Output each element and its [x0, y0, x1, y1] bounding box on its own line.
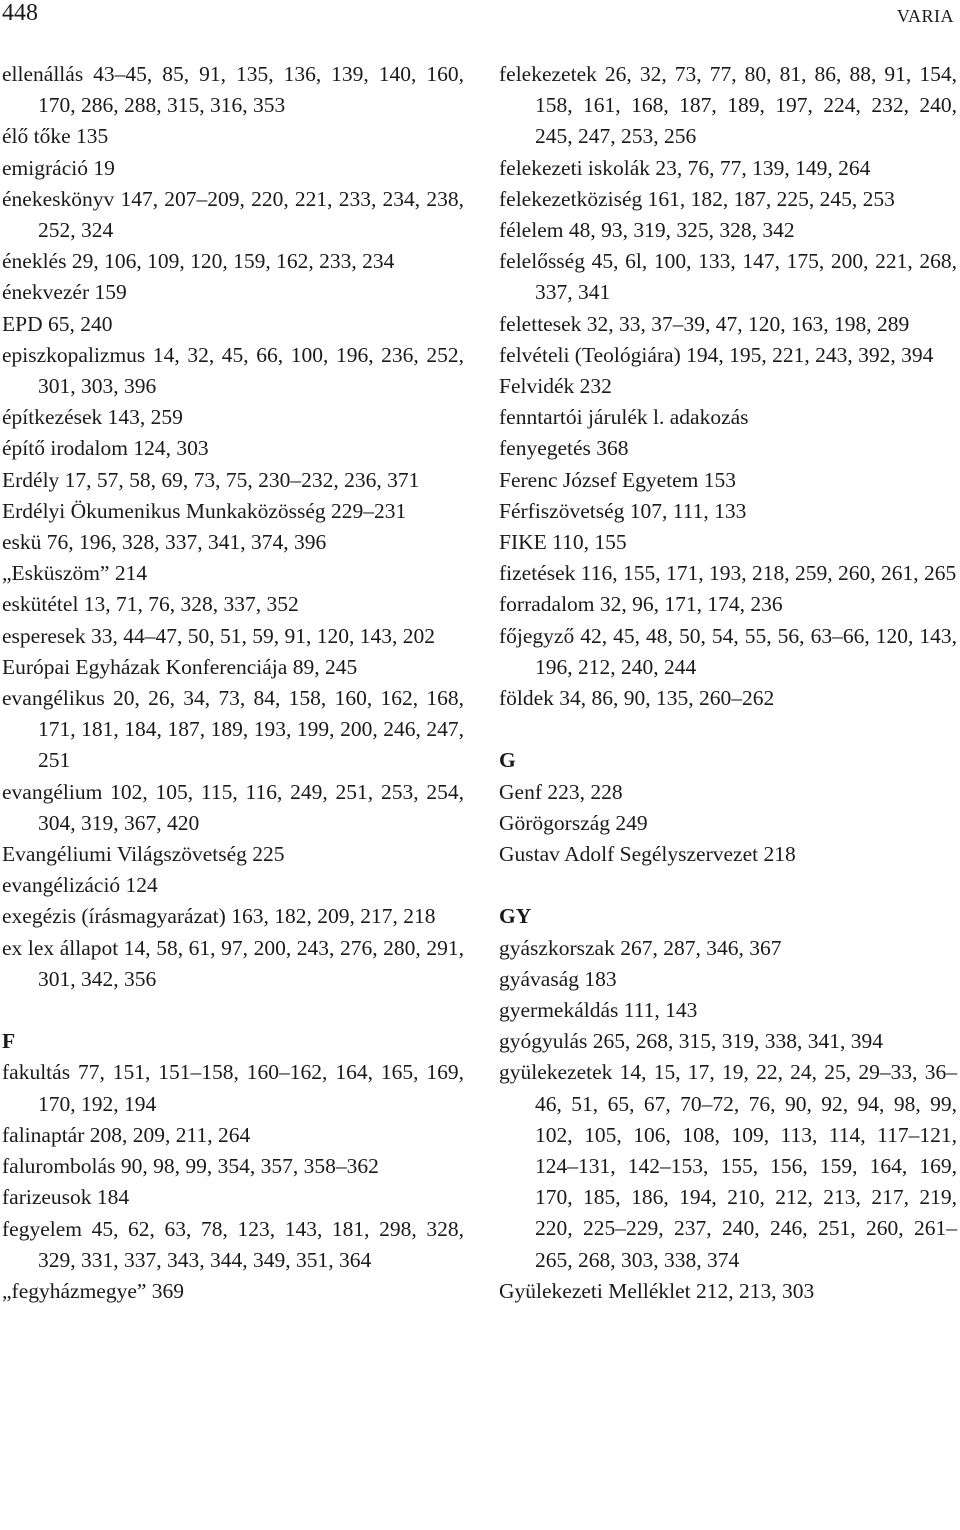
index-entry: énekeskönyv 147, 207–209, 220, 221, 233, 234, 238, 252, 324: [2, 186, 464, 243]
index-entry: felettesek 32, 33, 37–39, 47, 120, 163, 198, 289: [499, 311, 910, 336]
index-group-f: [2, 1057, 464, 1307]
index-entry: esperesek 33, 44–47, 50, 51, 59, 91, 120, 143, 202: [2, 623, 435, 648]
index-entry: felelősség 45, 6l, 100, 133, 147, 175, 200, 221, 268, 337, 341: [499, 249, 957, 305]
index-entry: evangélizáció 124: [2, 873, 158, 898]
index-entry: fenyegetés 368: [499, 436, 629, 461]
index-entry: exegézis (írásmagyarázat) 163, 182, 209, 217, 218: [2, 904, 436, 929]
index-entry: Erdélyi Ökumenikus Munkaközösség 229–231: [2, 498, 407, 523]
index-entry: fenntartói járulék l. adakozás: [499, 405, 749, 430]
index-entry: Gyülekezeti Melléklet 212, 213, 303: [499, 1278, 815, 1303]
index-entry: gyülekezetek 14, 15, 17, 19, 22, 24, 25, 29–33, 36–46, 51, 65, 67, 70–72, 76, 90, 92, 94, 98, 99, 102, 105, 106, 108, 109, 113, 114, 117–121, 124–131, 142–153, 155, 156, 159, 164, 169, 170, 185, 186, 194, 210, 212, 213, 217, 219, 220, 225–229, 237, 240, 246, 251, 260, 261–265, 268, 303, 338, 374: [499, 1060, 957, 1272]
section-letter-gy: GY: [499, 904, 532, 929]
index-entry: Felvidék 232: [499, 374, 612, 399]
index-entry: gyávaság 183: [499, 966, 617, 991]
index-entry: élő tőke 135: [2, 124, 109, 149]
index-entry: éneklés 29, 106, 109, 120, 159, 162, 233, 234: [2, 249, 395, 274]
index-entry: ellenállás 43–45, 85, 91, 135, 136, 139, 140, 160, 170, 286, 288, 315, 316, 353: [2, 62, 464, 118]
index-entry: Görögország 249: [499, 810, 648, 835]
index-entry: földek 34, 86, 90, 135, 260–262: [499, 686, 775, 711]
index-entry: Férfiszövetség 107, 111, 133: [499, 498, 747, 523]
index-entry: forradalom 32, 96, 171, 174, 236: [499, 592, 783, 617]
index-entry: fakultás 77, 151, 151–158, 160–162, 164, 165, 169, 170, 192, 194: [2, 1060, 464, 1116]
index-entry: eskütétel 13, 71, 76, 328, 337, 352: [2, 592, 299, 617]
index-entry: emigráció 19: [2, 155, 115, 180]
index-entry: gyermekáldás 111, 143: [499, 998, 698, 1023]
index-entry: félelem 48, 93, 319, 325, 328, 342: [499, 218, 795, 243]
running-head: VARIA: [896, 6, 954, 26]
index-entry: felekezetköziség 161, 182, 187, 225, 245, 253: [499, 186, 895, 211]
index-entry: EPD 65, 240: [2, 311, 113, 336]
index-entry: főjegyző 42, 45, 48, 50, 54, 55, 56, 63–66, 120, 143, 196, 212, 240, 244: [499, 623, 957, 679]
index-entry: Gustav Adolf Segélyszervezet 218: [499, 842, 796, 867]
index-entry: építő irodalom 124, 303: [2, 436, 209, 461]
index-entry: ex lex állapot 14, 58, 61, 97, 200, 243, 276, 280, 291, 301, 342, 356: [2, 935, 464, 991]
section-letter-f: F: [2, 1029, 16, 1054]
index-entry: evangélikus 20, 26, 34, 73, 84, 158, 160, 162, 168, 171, 181, 184, 187, 189, 193, 199, 200, 246, 247, 251: [2, 686, 464, 773]
index-entry: fegyelem 45, 62, 63, 78, 123, 143, 181, 298, 328, 329, 331, 337, 343, 344, 349, 351, 364: [2, 1216, 464, 1272]
index-entry: Evangéliumi Világszövetség 225: [2, 842, 285, 867]
index-entry: eskü 76, 196, 328, 337, 341, 374, 396: [2, 530, 327, 555]
index-entry: Genf 223, 228: [499, 779, 623, 804]
index-entry: falurombolás 90, 98, 99, 354, 357, 358–362: [2, 1154, 379, 1179]
index-entry: felekezeti iskolák 23, 76, 77, 139, 149, 264: [499, 155, 871, 180]
index-entry: gyászkorszak 267, 287, 346, 367: [499, 935, 782, 960]
index-entry: evangélium 102, 105, 115, 116, 249, 251, 253, 254, 304, 319, 367, 420: [2, 779, 464, 835]
index-column-right: [499, 59, 957, 1307]
index-entry: Európai Egyházak Konferenciája 89, 245: [2, 654, 358, 679]
index-group-f-continued: [499, 59, 957, 714]
index-entry: FIKE 110, 155: [499, 530, 627, 555]
index-entry: építkezések 143, 259: [2, 405, 183, 430]
index-group-e: [2, 59, 464, 995]
index-column-left: [2, 59, 464, 1307]
index-entry: énekvezér 159: [2, 280, 127, 305]
index-entry: felekezetek 26, 32, 73, 77, 80, 81, 86, 88, 91, 154, 158, 161, 168, 187, 189, 197, 224, 232, 240, 245, 247, 253, 256: [499, 62, 957, 149]
index-entry: farizeusok 184: [2, 1185, 130, 1210]
index-entry: felvételi (Teológiára) 194, 195, 221, 243, 392, 394: [499, 342, 934, 367]
index-group-gy: [499, 933, 957, 1307]
index-entry: falinaptár 208, 209, 211, 264: [2, 1122, 251, 1147]
index-entry: „fegyházmegye” 369: [2, 1278, 185, 1303]
index-entry: fizetések 116, 155, 171, 193, 218, 259, 260, 261, 265: [499, 561, 957, 586]
index-entry: episzkopalizmus 14, 32, 45, 66, 100, 196, 236, 252, 301, 303, 396: [2, 342, 464, 399]
section-letter-g: G: [499, 748, 516, 773]
index-entry: Ferenc József Egyetem 153: [499, 467, 737, 492]
index-entry: „Esküszöm” 214: [2, 561, 148, 586]
index-group-g: [499, 777, 957, 871]
index-entry: Erdély 17, 57, 58, 69, 73, 75, 230–232, 236, 371: [2, 467, 420, 492]
index-entry: gyógyulás 265, 268, 315, 319, 338, 341, 394: [499, 1029, 884, 1054]
page-number: 448: [2, 0, 38, 26]
